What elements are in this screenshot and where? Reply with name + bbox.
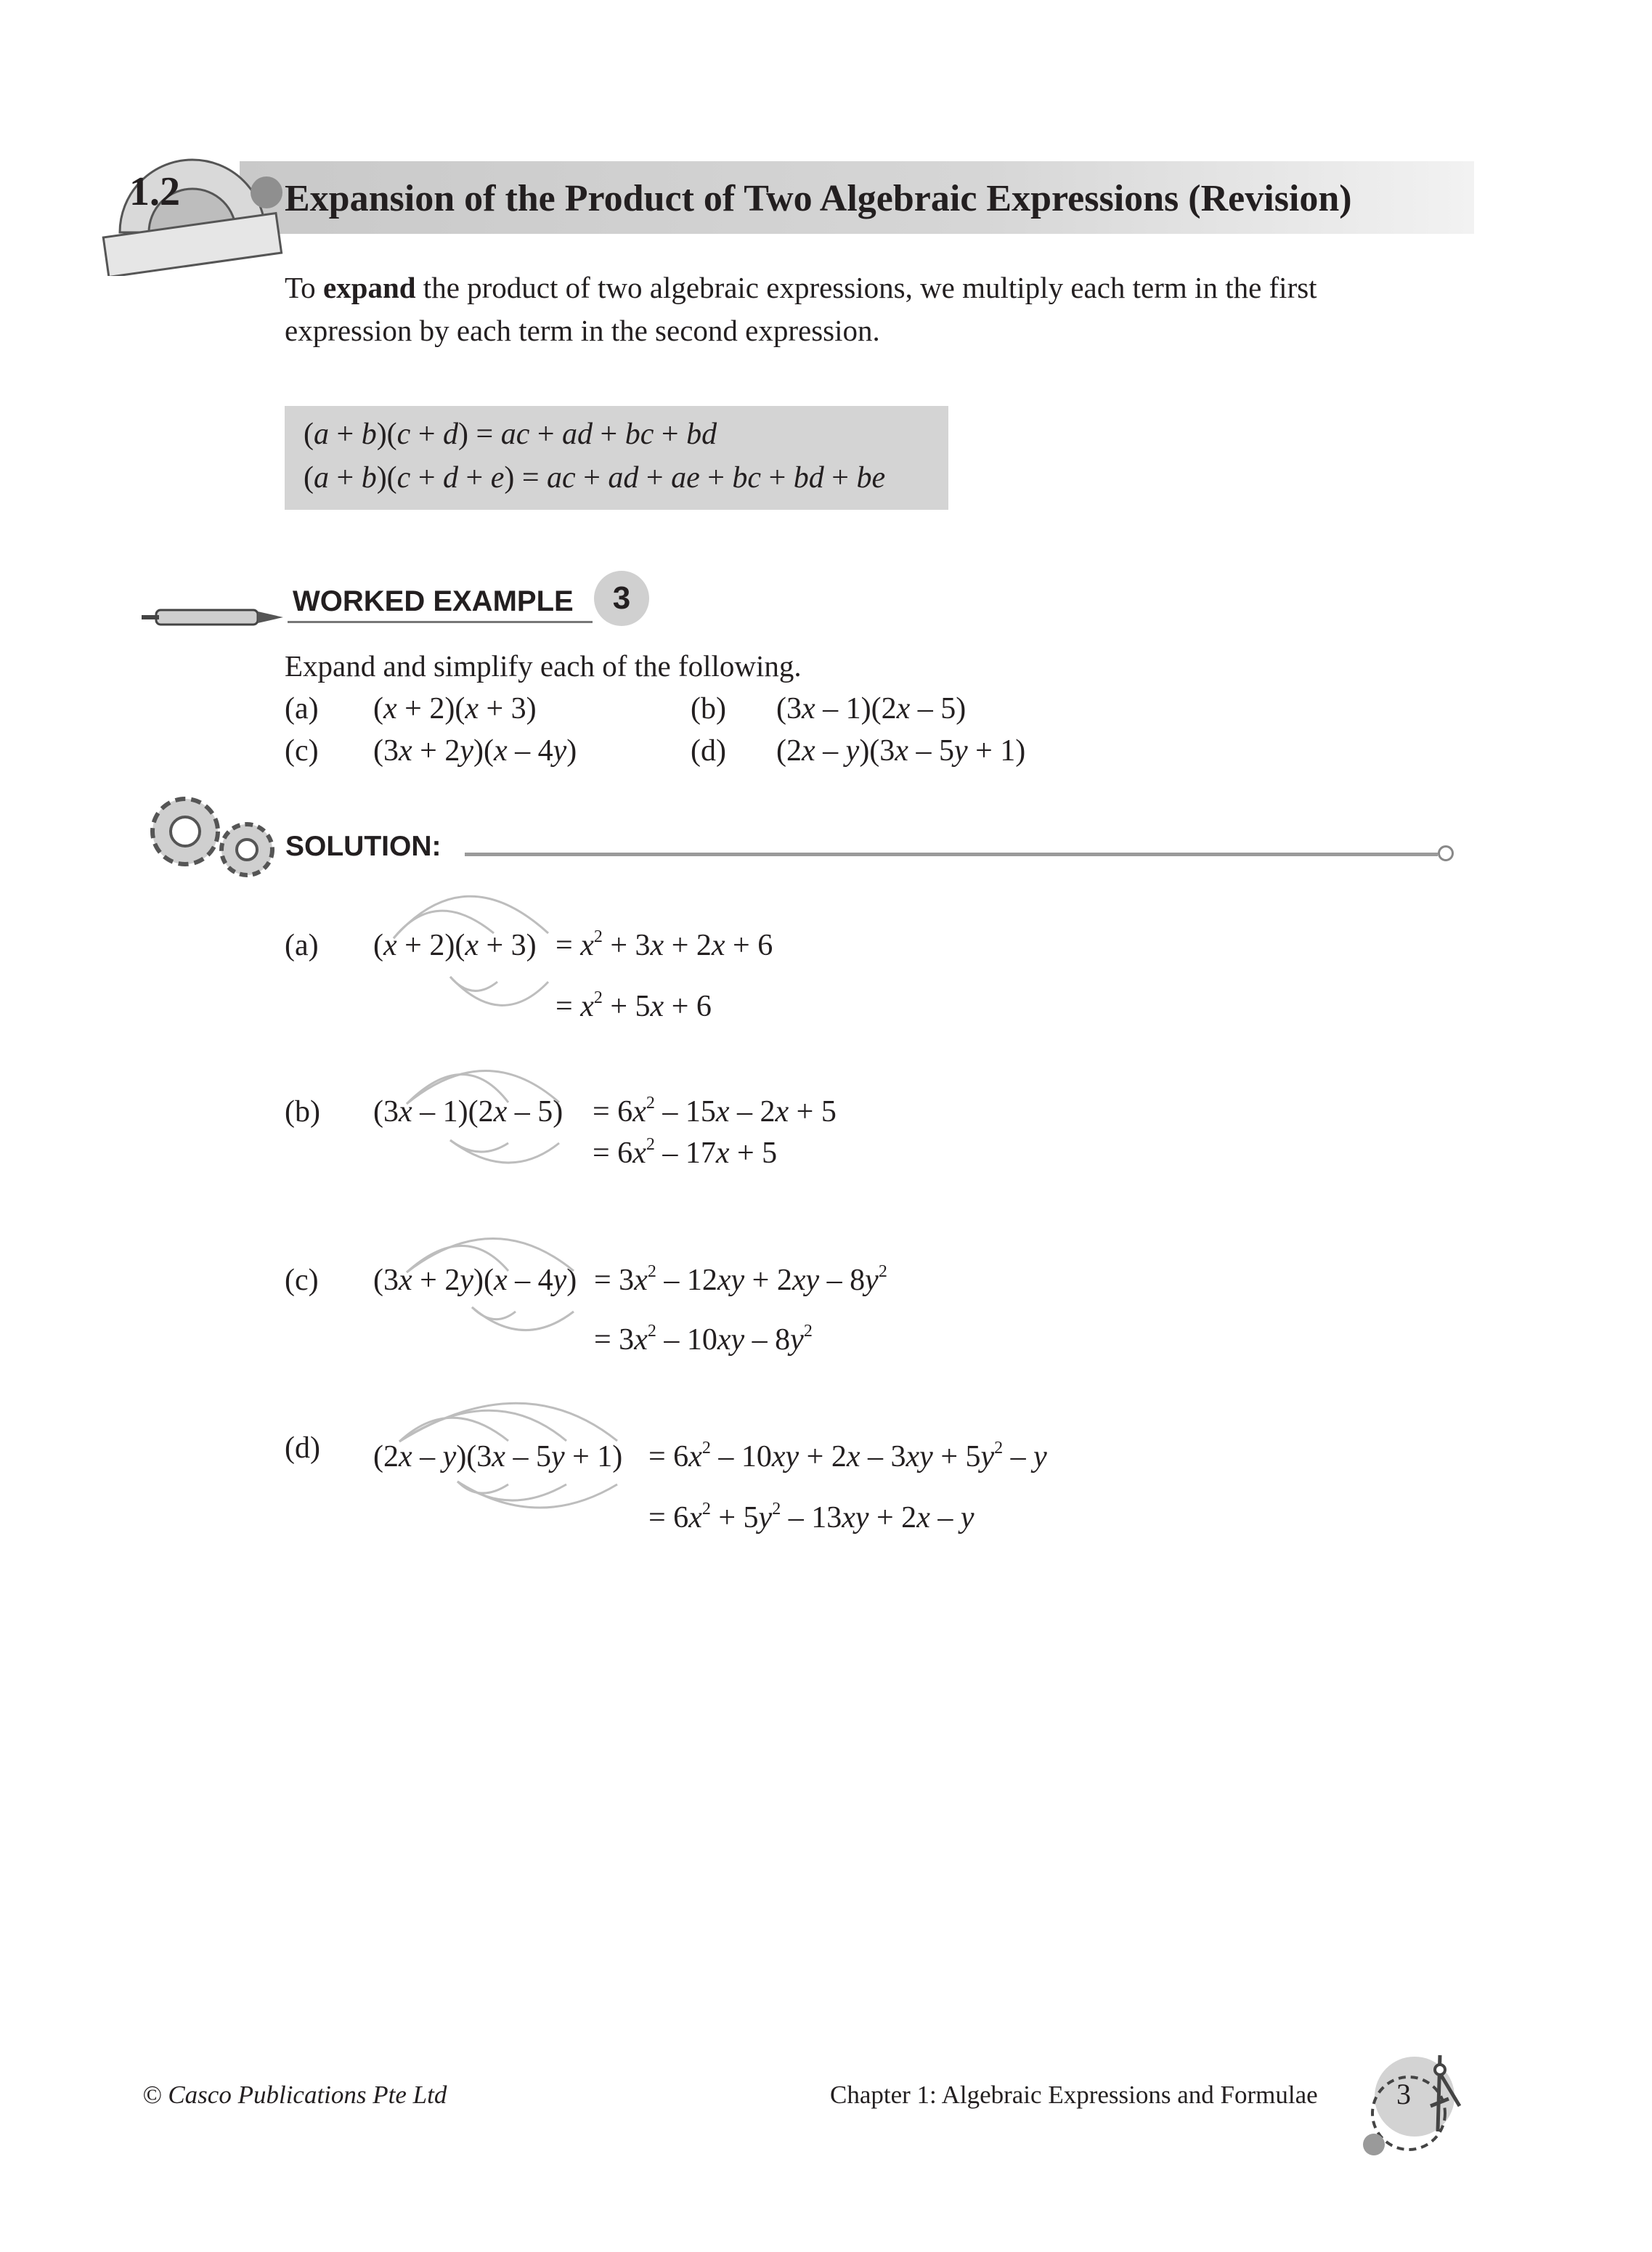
problem-expr: (2x – y)(3x – 5y + 1) <box>776 734 1026 768</box>
part-lhs: (3x – 1)(2x – 5) <box>373 1095 563 1129</box>
problem-expr: (3x – 1)(2x – 5) <box>776 692 967 725</box>
worked-example-label: WORKED EXAMPLE <box>293 585 574 617</box>
problem-expr: (3x + 2y)(x – 4y) <box>373 734 577 768</box>
part-step-1: = $x^2 + 3x + 2x + 6$ <box>556 927 773 962</box>
formula-1: (a + b)(c + d) = ac + ad + bc + bd <box>304 418 717 451</box>
page-number: 3 <box>1396 2078 1411 2110</box>
part-label: (a) <box>285 929 319 962</box>
compass-page-badge-icon <box>1358 2052 1474 2160</box>
part-step-2: = $6x^2 - 17x + 5$ <box>593 1135 778 1170</box>
page-title: Expansion of the Product of Two Algebraic Expressions (Revision) <box>285 178 1352 219</box>
instruction: Expand and simplify each of the following. <box>285 649 802 683</box>
problem-expr: (x + 2)(x + 3) <box>373 692 537 725</box>
solution-label: SOLUTION: <box>285 831 442 862</box>
problem-label: (d) <box>691 734 726 768</box>
part-lhs: (x + 2)(x + 3) <box>373 929 537 962</box>
chapter-title: Chapter 1: Algebraic Expressions and Formulae <box>830 2081 1318 2109</box>
part-step-1: = $3x^2 - 12xy + 2xy - 8y^2$ <box>594 1262 887 1297</box>
intro-line-2: expression by each term in the second expression. <box>285 314 880 347</box>
part-step-2: = $x^2 + 5x + 6$ <box>556 988 712 1023</box>
problem-label: (a) <box>285 692 319 725</box>
intro-text: To <box>285 271 323 304</box>
part-lhs: (3x + 2y)(x – 4y) <box>373 1264 577 1297</box>
intro-text: the product of two algebraic expressions, we multiply each term in the first <box>415 271 1317 304</box>
intro-bold-term: expand <box>322 271 416 304</box>
problem-label: (b) <box>691 692 726 725</box>
problem-label: (c) <box>285 734 319 768</box>
section-number: 1.2 <box>129 169 180 214</box>
part-label: (d) <box>285 1431 320 1465</box>
formula-2: (a + b)(c + d + e) = ac + ad + ae + bc + bd + be <box>304 461 886 495</box>
copyright: © Casco Publications Pte Ltd <box>142 2081 447 2109</box>
worked-example-number: 3 <box>594 571 649 626</box>
part-label: (b) <box>285 1095 320 1129</box>
part-step-1: = $6x^2 - 15x - 2x + 5$ <box>593 1094 837 1129</box>
part-step-1: = $6x^2 - 10xy + 2x - 3xy + 5y^2 - y$ <box>648 1439 1047 1473</box>
part-step-2: = $6x^2 + 5y^2 - 13xy + 2x - y$ <box>648 1500 974 1534</box>
part-label: (c) <box>285 1264 319 1297</box>
part-step-2: = $3x^2 - 10xy - 8y^2$ <box>594 1322 813 1357</box>
part-lhs: (2x – y)(3x – 5y + 1) <box>373 1440 623 1473</box>
